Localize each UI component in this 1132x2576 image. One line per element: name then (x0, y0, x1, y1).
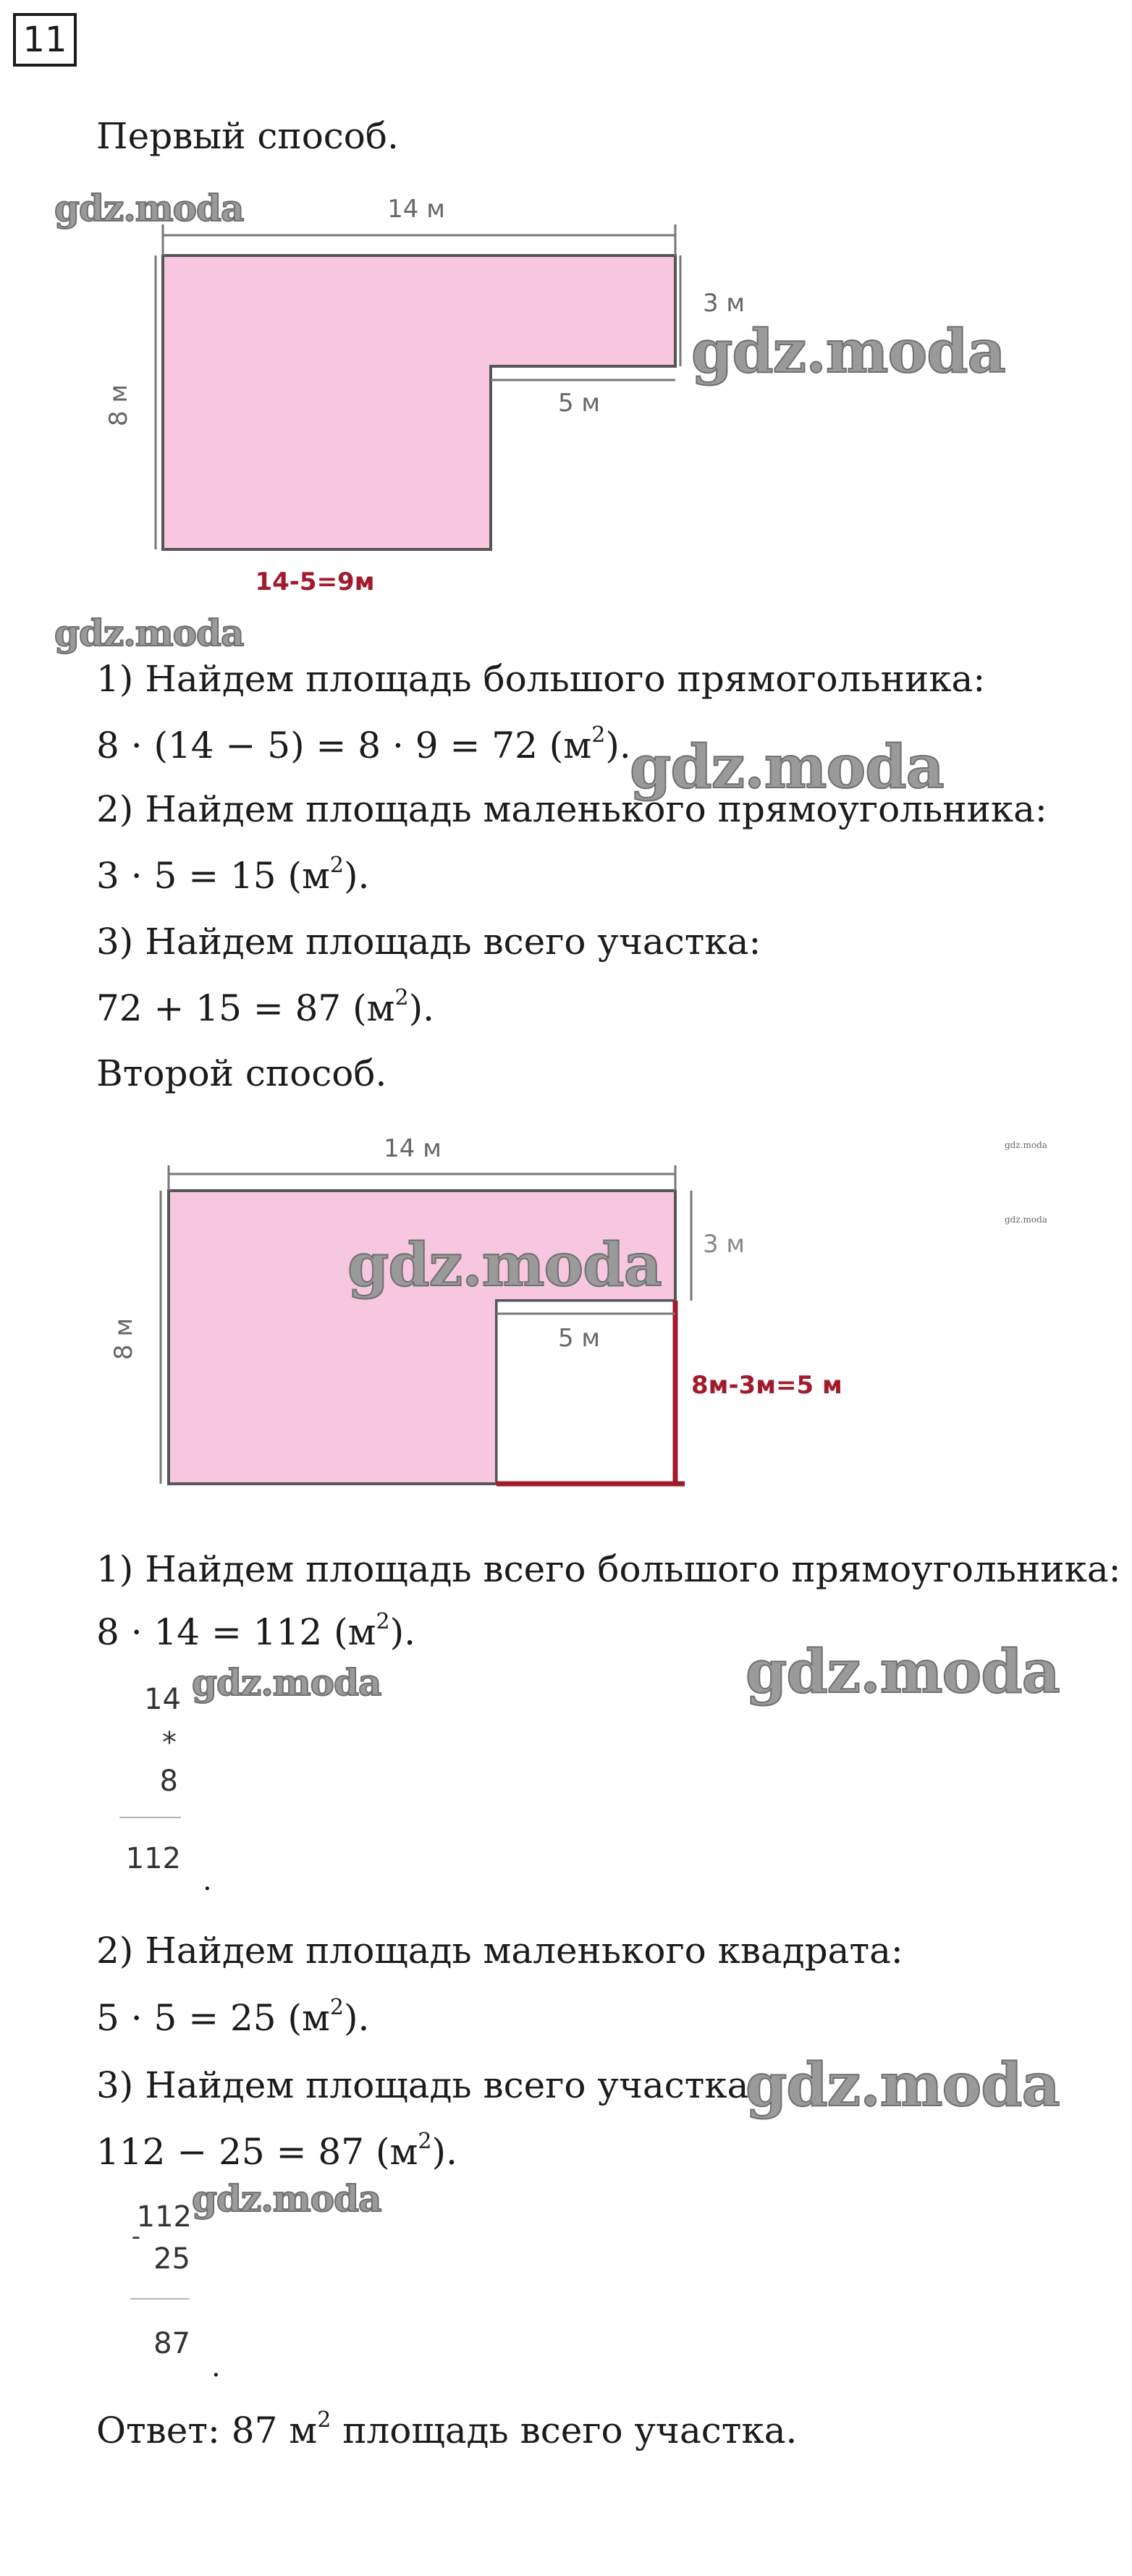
watermark: gdz.moda (630, 732, 944, 802)
watermark: gdz.moda (1005, 1215, 1047, 1225)
dim-bottom: 14-5=9м (255, 567, 375, 596)
answer: Ответ: 87 $м^2$ площадь всего участка. (96, 2407, 798, 2452)
method1-figure (0, 181, 1132, 615)
m1-calc1: 8 · (14 − 5) = 8 · 9 = 72 $(м^2)$. (96, 722, 631, 767)
m1-calc3: 72 + 15 = 87 $(м^2)$. (96, 985, 435, 1029)
method2-figure (0, 1129, 1132, 1506)
method1-title: Первый способ. (96, 115, 399, 157)
m1-step1: 1) Найдем площадь большого прямогольника: (96, 658, 986, 700)
watermark: gdz.moda (192, 1661, 381, 1704)
dim-top: 14 м (387, 195, 445, 224)
m2-step3: 3) Найдем площадь всего участка: (96, 2064, 761, 2106)
m2-calc3: 112 − 25 = 87 $(м^2)$. (96, 2129, 457, 2173)
m2-calc2: 5 · 5 = 25 $(м^2)$. (96, 1995, 370, 2039)
watermark: gdz.moda (54, 187, 244, 229)
dim-right: 3 м (702, 289, 745, 318)
method2-title: Второй способ. (96, 1052, 387, 1094)
m1-calc2: 3 · 5 = 15 $(м^2)$. (96, 853, 370, 897)
m1-step2: 2) Найдем площадь маленького прямоугольника: (96, 788, 1047, 830)
watermark: gdz.moda (347, 1230, 662, 1300)
watermark: gdz.moda (691, 317, 1005, 387)
dim-inner: 5 м (557, 389, 601, 418)
dim-top: 14 м (384, 1134, 442, 1163)
dim-left: 8 м (104, 384, 133, 427)
dim-side: 8м-3м=5 м (691, 1371, 842, 1400)
m1-step3: 3) Найдем площадь всего участка: (96, 921, 761, 963)
m2-step1: 1) Найдем площадь всего большого прямоугольника: (96, 1548, 1121, 1590)
m2-calc1: 8 · 14 = 112 $(м^2)$. (96, 1609, 416, 1653)
dim-left: 8 м (109, 1317, 138, 1361)
watermark: gdz.moda (54, 612, 244, 654)
watermark: gdz.moda (745, 1637, 1060, 1707)
watermark: gdz.moda (745, 2051, 1060, 2120)
m2-step2: 2) Найдем площадь маленького квадрата: (96, 1930, 903, 1972)
dim-right: 3 м (702, 1230, 745, 1259)
task-number: 11 (13, 13, 77, 67)
watermark: gdz.moda (192, 2177, 381, 2220)
dim-inner: 5 м (557, 1324, 601, 1353)
watermark: gdz.moda (1005, 1140, 1047, 1150)
